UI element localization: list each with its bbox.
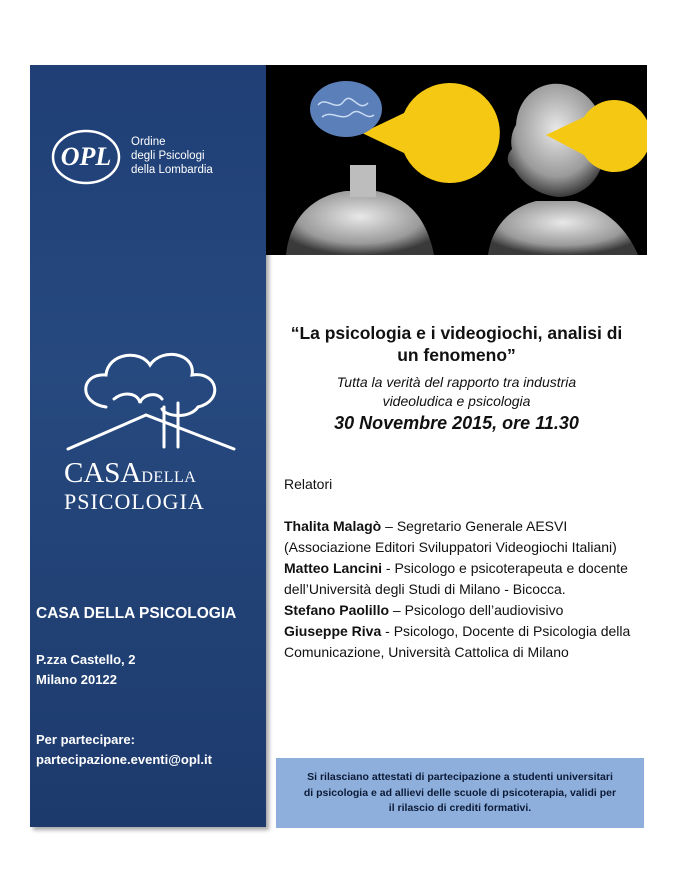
event-subtitle-line: Tutta la verità del rapporto tra industria (336, 374, 577, 390)
casa-logo-wordmark (64, 457, 196, 490)
speaker-separator: - (382, 560, 395, 576)
org-name-line: della Lombardia (131, 164, 213, 176)
participation-email-link[interactable]: partecipazione.eventi@opl.it (36, 752, 212, 767)
notice-line: di psicologia e ad allievi delle scuole di psicoterapia, validi per (303, 786, 617, 799)
venue-title: CASA DELLA PSICOLOGIA (36, 605, 237, 622)
speaker-separator: - (381, 623, 394, 639)
organization-name (131, 135, 213, 177)
event-subtitle (266, 373, 647, 411)
org-name-line: Ordine (131, 136, 166, 148)
participate-label: Per partecipare: (36, 732, 135, 747)
speakers-list (284, 516, 634, 663)
speaker-entry (284, 600, 634, 621)
speaker-name: Giuseppe Riva (284, 623, 382, 639)
event-title-line: un fenomeno” (397, 345, 516, 365)
speaker-entry (284, 558, 634, 600)
casa-word: CASA (64, 457, 142, 489)
event-title (266, 322, 647, 366)
address-line: Milano 20122 (36, 672, 117, 687)
speaker-role: Psicologo, Docente di Psicologia della Comunicazione, Università Cattolica di Milano (284, 623, 631, 660)
sidebar-panel (30, 65, 266, 827)
opl-logo-text: OPL (60, 142, 112, 171)
speaker-role: Psicologo e psicoterapeuta e docente dell’Università degli Studi di Milano - Bicocca. (284, 560, 628, 597)
della-word: DELLA (141, 469, 197, 486)
address-line: P.zza Castello, 2 (36, 652, 136, 667)
event-date: 30 Novembre 2015, ore 11.30 (334, 413, 579, 433)
speaker-entry (284, 621, 634, 663)
notice-line: il rilascio di crediti formativi. (388, 802, 532, 814)
participation-info (36, 730, 212, 770)
speaker-separator: – (389, 602, 405, 618)
speaker-entry (284, 516, 634, 558)
org-name-line: degli Psicologi (131, 150, 205, 162)
speakers-heading: Relatori (284, 476, 333, 492)
speaker-role: Segretario Generale AESVI (Associazione Editori Sviluppatori Videogiochi Italiani) (284, 518, 617, 555)
notice-line: Si rilasciano attestati di partecipazione a studenti universitari (307, 771, 613, 783)
tree-house-icon (58, 345, 238, 455)
speaker-name: Stefano Paolillo (284, 602, 390, 618)
speaker-separator: – (381, 518, 397, 534)
psicologia-word: PSICOLOGIA (64, 489, 205, 514)
event-subtitle-line: videoludica e psicologia (382, 393, 531, 409)
speaker-name: Thalita Malagò (284, 518, 382, 534)
certificate-notice (276, 758, 644, 828)
brain-icon (310, 81, 382, 137)
event-title-line: “La psicologia e i videogiochi, analisi di (290, 323, 623, 343)
speaker-role: Psicologo dell’audiovisivo (404, 602, 564, 618)
venue-address (36, 650, 135, 690)
speaker-name: Matteo Lancini (284, 560, 383, 576)
hero-image (266, 65, 647, 255)
opl-logo-icon (50, 127, 122, 187)
